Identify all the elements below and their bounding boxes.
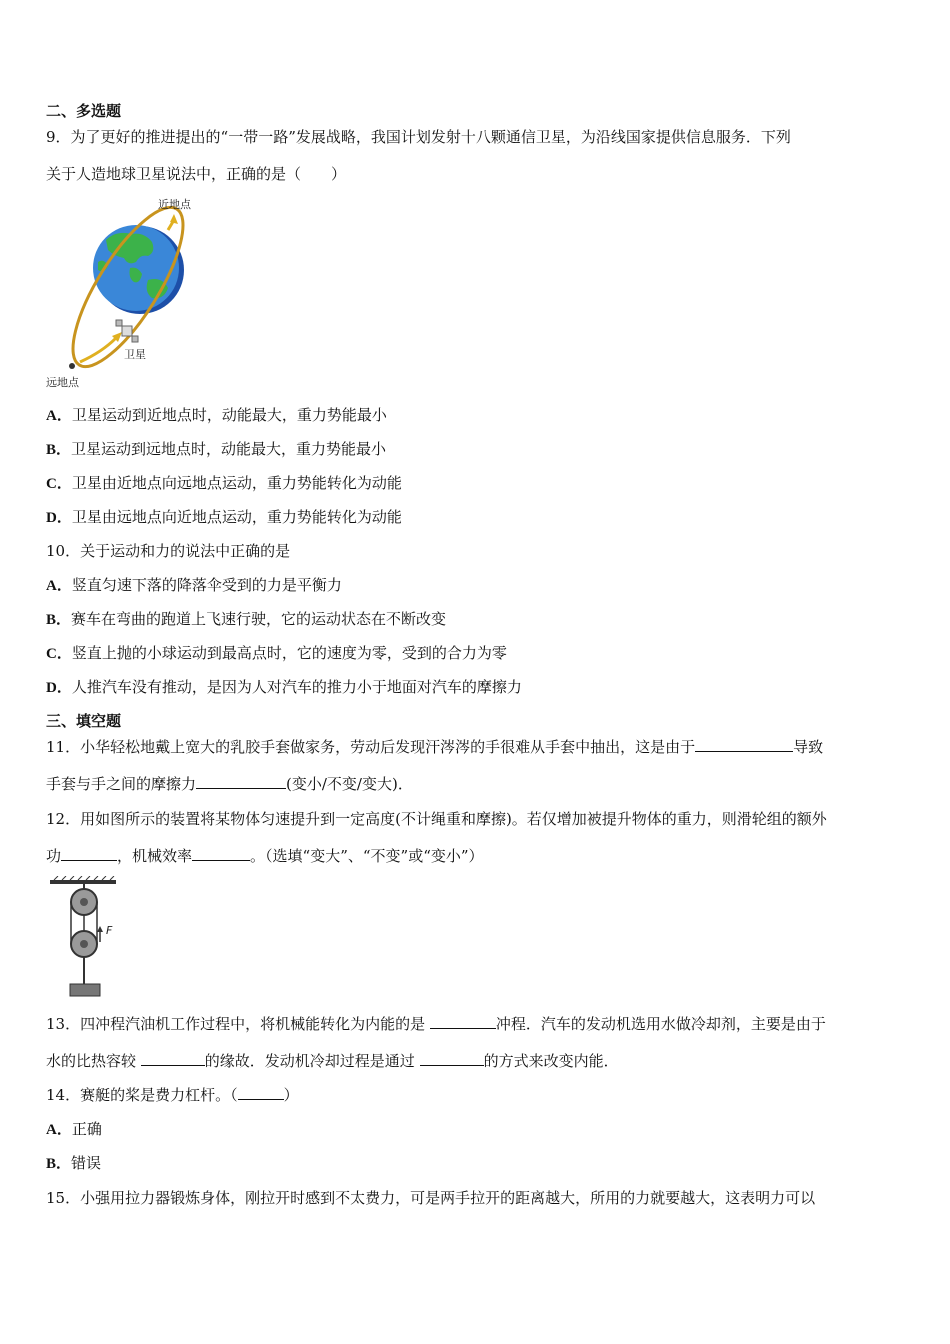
option-text: 竖直匀速下落的降落伞受到的力是平衡力 <box>71 576 342 594</box>
option-text: 卫星由远地点向近地点运动，重力势能转化为动能 <box>71 508 402 526</box>
q13-text-1: 13．四冲程汽油机工作过程中，将机械能转化为内能的是 <box>46 1015 430 1033</box>
orbit-arrow-bottom <box>80 338 116 362</box>
option-letter: B． <box>46 1156 72 1172</box>
q10-stem: 10．关于运动和力的说法中正确的是 <box>46 542 291 560</box>
option-text: 人推汽车没有推动，是因为人对汽车的推力小于地面对汽车的摩擦力 <box>71 678 522 696</box>
satellite-label: 卫星 <box>124 348 146 361</box>
q12-line2 <box>46 846 484 866</box>
q10-option-a <box>46 575 342 596</box>
q9-option-d <box>46 507 402 528</box>
q9-option-b <box>46 439 386 460</box>
q10-option-d <box>46 677 522 698</box>
q14-text: 14．赛艇的桨是费力杠杆。（ <box>46 1086 238 1104</box>
movable-pulley-axle <box>80 940 88 948</box>
q11-text-1: 11．小华轻松地戴上宽大的乳胶手套做家务，劳动后发现汗涔涔的手很难从手套中抽出，这是由于 <box>46 738 696 756</box>
satellite-orbit-figure <box>44 192 214 392</box>
q12-text-2: ，机械效率 <box>117 847 193 865</box>
option-text: 卫星由近地点向远地点运动，重力势能转化为动能 <box>71 474 402 492</box>
q12-text-3: 。（选填“变大”、“不变”或“变小”） <box>250 847 484 865</box>
option-letter: C． <box>46 646 72 662</box>
answer-blank[interactable] <box>238 1085 284 1100</box>
option-text: 竖直上抛的小球运动到最高点时，它的速度为零，受到的合力为零 <box>71 644 507 662</box>
q11-text-3: 手套与手之间的摩擦力 <box>46 775 197 793</box>
answer-blank[interactable] <box>196 774 286 789</box>
q9-option-a <box>46 405 387 426</box>
section-title-multiple-choice: 二、多选题 <box>46 102 122 120</box>
answer-blank[interactable] <box>61 846 117 861</box>
q10-option-b <box>46 609 446 630</box>
answer-blank[interactable] <box>695 737 793 752</box>
q13-line1 <box>46 1014 826 1034</box>
q14-option-b <box>46 1153 101 1174</box>
answer-blank[interactable] <box>141 1051 205 1066</box>
q9-option-c <box>46 473 402 494</box>
ceiling-hatch <box>54 876 114 880</box>
apogee-point <box>69 363 75 369</box>
option-letter: A． <box>46 408 72 424</box>
pulley-figure <box>48 876 128 1000</box>
q14-text-end: ） <box>283 1086 299 1104</box>
pulley-diagram <box>48 876 128 1000</box>
q13-text-3: 水的比热容较 <box>46 1052 141 1070</box>
q13-text-4: 的缘故．发动机冷却过程是通过 <box>204 1052 420 1070</box>
option-text: 正确 <box>71 1120 102 1138</box>
option-letter: B． <box>46 612 72 628</box>
q9-stem-line1: 9．为了更好的推进提出的“一带一路”发展战略，我国计划发射十八颗通信卫星，为沿线国家提供信息服务．下列 <box>46 128 791 146</box>
q11-line2 <box>46 774 413 794</box>
answer-blank[interactable] <box>430 1014 496 1029</box>
load-block <box>70 984 100 996</box>
option-text: 赛车在弯曲的跑道上飞速行驶，它的运动状态在不断改变 <box>71 610 447 628</box>
q11-text-4: (变小/不变/变大)． <box>286 775 413 793</box>
fixed-pulley-axle <box>80 898 88 906</box>
option-letter: D． <box>46 680 72 696</box>
q9-stem-line2: 关于人造地球卫星说法中，正确的是（ ） <box>46 165 347 183</box>
option-text: 卫星运动到近地点时，动能最大，重力势能最小 <box>71 406 387 424</box>
option-letter: C． <box>46 476 72 492</box>
q13-text-5: 的方式来改变内能． <box>483 1052 619 1070</box>
apogee-label: 远地点 <box>46 376 79 389</box>
answer-blank[interactable] <box>192 846 250 861</box>
option-text: 卫星运动到远地点时，动能最大，重力势能最小 <box>71 440 387 458</box>
q11-text-2: 导致 <box>793 738 824 756</box>
option-text: 错误 <box>71 1154 102 1172</box>
section-title-fill-in: 三、填空题 <box>46 712 122 730</box>
q12-line1: 12．用如图所示的装置将某物体匀速提升到一定高度(不计绳重和摩擦)。若仅增加被提升物体的重力，则滑轮组的额外 <box>46 810 827 828</box>
q11-line1 <box>46 737 823 757</box>
answer-blank[interactable] <box>420 1051 484 1066</box>
option-letter: A． <box>46 1122 72 1138</box>
q10-option-c <box>46 643 507 664</box>
option-letter: A． <box>46 578 72 594</box>
option-letter: D． <box>46 510 72 526</box>
q13-line2 <box>46 1051 619 1071</box>
earth-orbit-diagram <box>44 192 214 392</box>
option-letter: B． <box>46 442 72 458</box>
force-label: F <box>106 924 113 937</box>
q13-text-2: 冲程．汽车的发动机选用水做冷却剂，主要是由于 <box>495 1015 826 1033</box>
force-arrowhead <box>97 926 103 932</box>
q15-line1: 15．小强用拉力器锻炼身体，刚拉开时感到不太费力，可是两手拉开的距离越大，所用的力就要越大，这表明力可以 <box>46 1189 816 1207</box>
ceiling-beam <box>50 880 116 884</box>
q12-text-1: 功 <box>46 847 62 865</box>
q14-stem <box>46 1085 299 1105</box>
q14-option-a <box>46 1119 102 1140</box>
perigee-label: 近地点 <box>158 198 191 211</box>
